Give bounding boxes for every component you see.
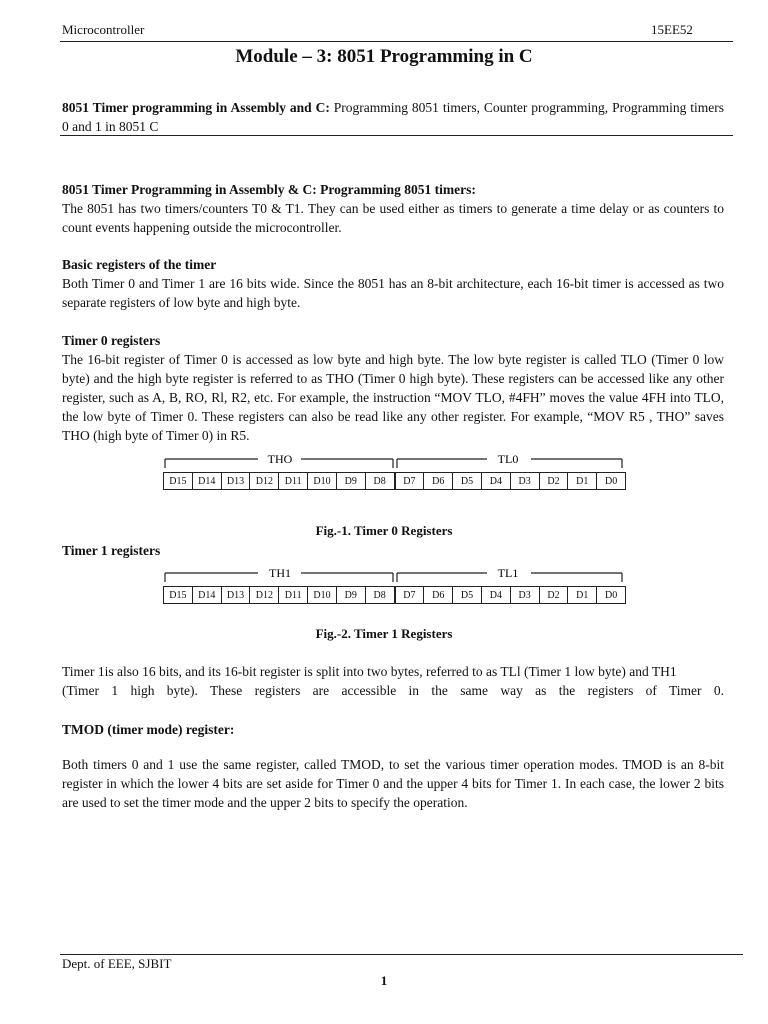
bit-cell: D11 xyxy=(278,472,308,490)
intro-text: Programming 8051 timers, Counter programming, Programming timers 0 and 1 in 8051 C xyxy=(62,100,724,134)
bit-cell: D9 xyxy=(336,586,366,604)
timer0-low-label: TL0 xyxy=(497,452,519,466)
timer1-register-diagram xyxy=(163,564,625,604)
bit-cell: D13 xyxy=(221,472,251,490)
bit-cell: D14 xyxy=(192,472,222,490)
bit-cell: D5 xyxy=(452,472,482,490)
section-timer-programming xyxy=(62,180,724,237)
section-text-line1: Timer 1is also 16 bits, and its 16-bit register is split into two bytes, referred to as TLl (Timer 1 low byte) and TH1 xyxy=(62,664,677,679)
bit-cell: D4 xyxy=(481,472,511,490)
section-basic-registers xyxy=(62,255,724,312)
bit-cell: D3 xyxy=(510,586,540,604)
timer0-register-diagram xyxy=(163,450,625,490)
bit-cell: D12 xyxy=(249,472,279,490)
bit-cell: D3 xyxy=(510,472,540,490)
page-number: 1 xyxy=(380,973,388,988)
bit-cell: D0 xyxy=(596,472,626,490)
section-text: Both Timer 0 and Timer 1 are 16 bits wide. Since the 8051 has an 8-bit architecture, each 16-bit timer is accessed as two separate registers of low byte and high byte. xyxy=(62,276,724,310)
intro-divider xyxy=(60,135,733,136)
timer0-byte-brackets xyxy=(163,450,625,470)
bit-cell: D7 xyxy=(394,586,425,604)
section-tmod-description: Both timers 0 and 1 use the same register, called TMOD, to set the various timer operation modes. TMOD is an 8-bit register in which the lower 4 bits are set aside for Timer 0 and the upper 4 bits for Timer 1. In each case, the lower 2 bits are used to set the timer mode and the upper 2 bits to specify the operation. xyxy=(62,757,724,810)
intro-bold: 8051 Timer programming in Assembly and C: xyxy=(62,100,330,115)
tmod-heading: TMOD (timer mode) register: xyxy=(62,722,235,737)
section-timer0-registers xyxy=(62,331,724,445)
bit-cell: D4 xyxy=(481,586,511,604)
bit-cell: D15 xyxy=(163,586,193,604)
bit-cell: D5 xyxy=(452,586,482,604)
section-text: The 16-bit register of Timer 0 is accessed as low byte and high byte. The low byte register is called TLO (Timer 0 low byte) and the high byte register is referred to as THO (Timer 0 high byte). These registers can be accessed like any other register, such as A, B, RO, Rl, R2, etc. For example, the instruction “MOV TLO, #4FH” moves the value 4FH into TLO, the low byte of Timer 0. These registers can also be read like any other register. For example, “MOV R5 , THO” saves THO (high byte of Timer 0) in R5. xyxy=(62,352,724,443)
bit-cell: D8 xyxy=(365,586,395,604)
bit-cell: D2 xyxy=(539,472,569,490)
bit-cell: D10 xyxy=(307,472,337,490)
section-text: The 8051 has two timers/counters T0 & T1. They can be used either as timers to generate a time delay or as counters to count events happening outside the microcontroller. xyxy=(62,201,724,235)
header-course: Microcontroller xyxy=(62,22,145,37)
figure1-caption: Fig.-1. Timer 0 Registers xyxy=(315,523,453,538)
section-timer1-description xyxy=(62,662,724,700)
section-heading: Basic registers of the timer xyxy=(62,257,217,272)
bit-cell: D13 xyxy=(221,586,251,604)
header-divider xyxy=(60,41,733,42)
timer0-high-label: THO xyxy=(267,452,293,466)
header-code: 15EE52 xyxy=(651,22,693,37)
figure2-caption: Fig.-2. Timer 1 Registers xyxy=(315,626,453,641)
bit-cell: D0 xyxy=(596,586,626,604)
bit-cell: D6 xyxy=(423,586,453,604)
bit-cell: D14 xyxy=(192,586,222,604)
section-text-line2: (Timer 1 high byte). These registers are accessible in the same way as the registers of Timer 0. xyxy=(62,683,724,698)
bit-cell: D7 xyxy=(394,472,425,490)
timer1-low-label: TL1 xyxy=(497,566,519,580)
bit-cell: D1 xyxy=(567,586,597,604)
bit-cell: D10 xyxy=(307,586,337,604)
timer0-bit-row xyxy=(163,472,625,490)
bit-cell: D15 xyxy=(163,472,193,490)
footer-department: Dept. of EEE, SJBIT xyxy=(62,956,172,971)
timer1-byte-brackets xyxy=(163,564,625,584)
section-heading: 8051 Timer Programming in Assembly & C: Programming 8051 timers: xyxy=(62,182,476,197)
timer1-heading: Timer 1 registers xyxy=(62,543,161,558)
bit-cell: D2 xyxy=(539,586,569,604)
bit-cell: D12 xyxy=(249,586,279,604)
page-title: Module – 3: 8051 Programming in C xyxy=(235,46,533,67)
timer1-bit-row xyxy=(163,586,625,604)
section-heading: Timer 0 registers xyxy=(62,333,161,348)
bit-cell: D9 xyxy=(336,472,366,490)
bit-cell: D6 xyxy=(423,472,453,490)
footer-divider xyxy=(60,954,743,955)
timer1-high-label: TH1 xyxy=(269,566,291,580)
intro-paragraph xyxy=(62,98,724,136)
bit-cell: D8 xyxy=(365,472,395,490)
bit-cell: D1 xyxy=(567,472,597,490)
bit-cell: D11 xyxy=(278,586,308,604)
